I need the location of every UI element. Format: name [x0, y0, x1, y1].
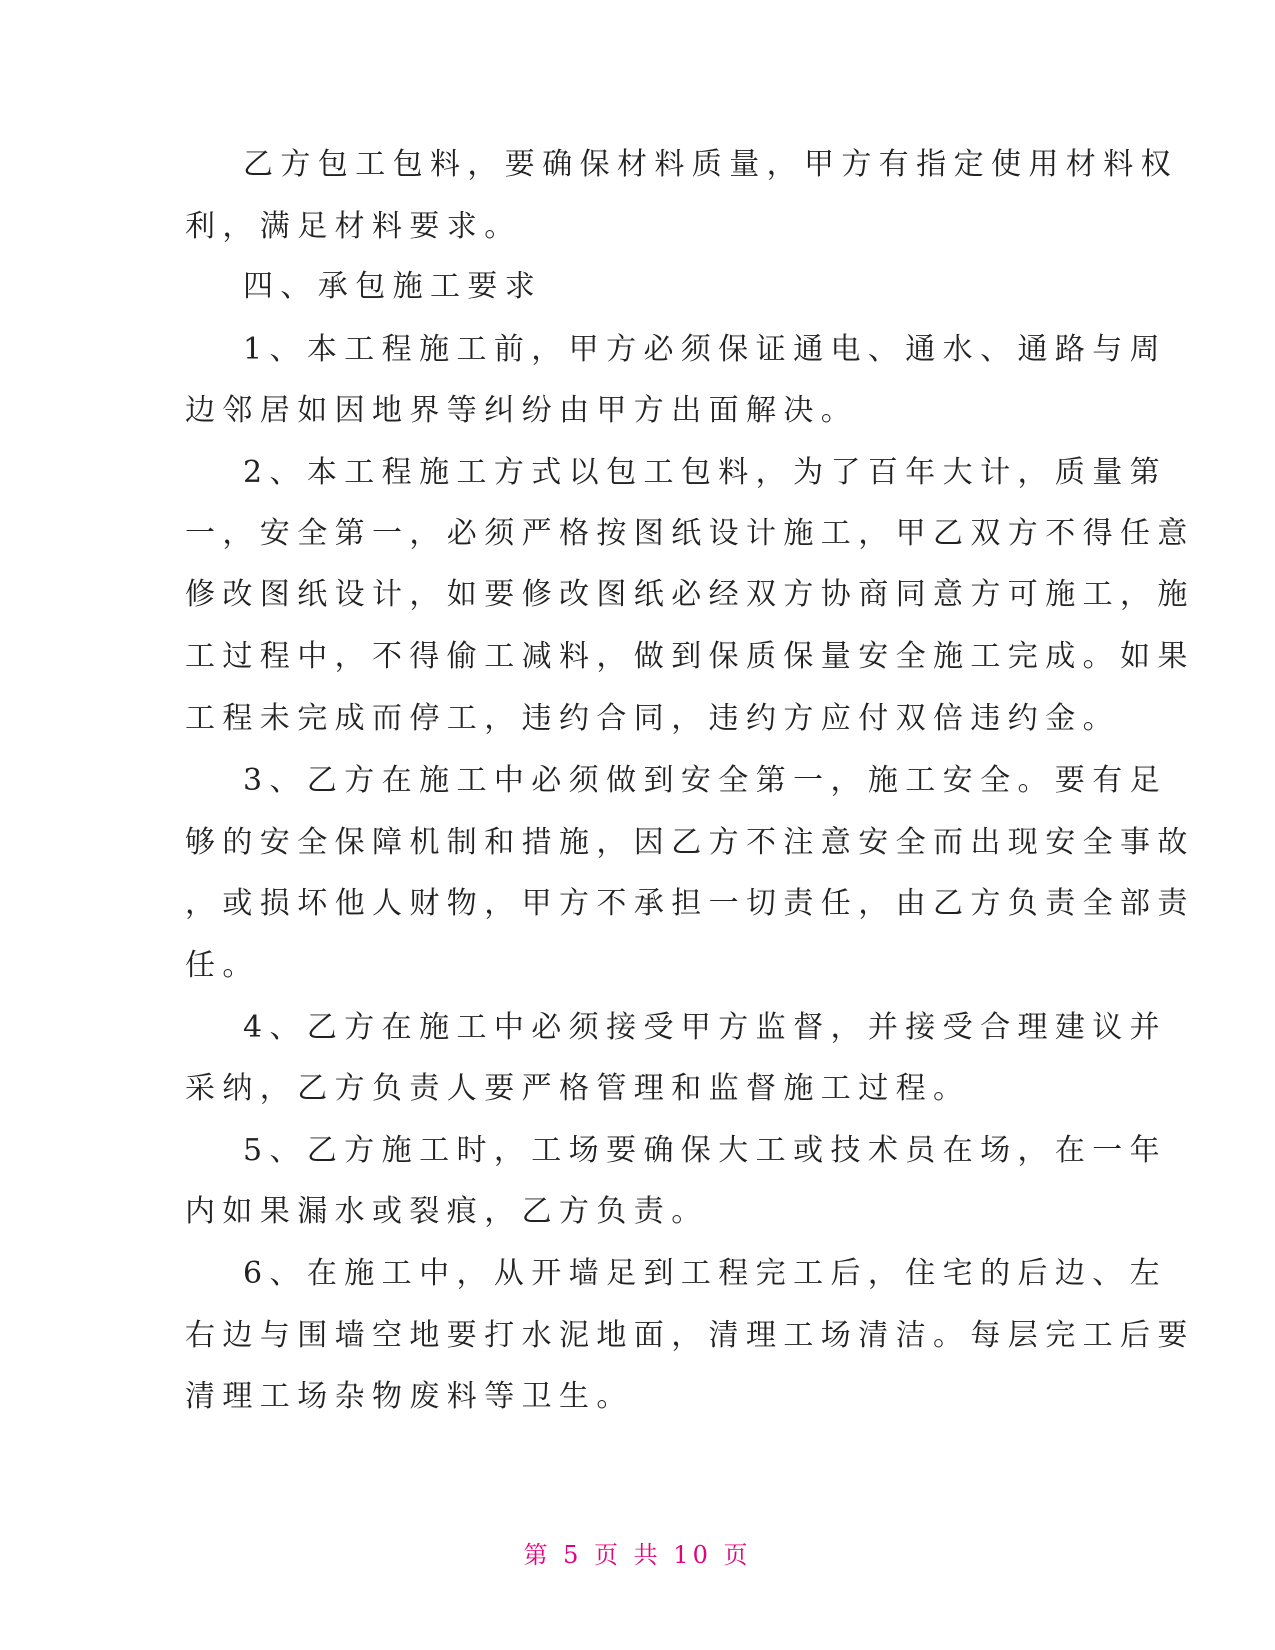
- paragraph-line: 4、乙方在施工中必须接受甲方监督，并接受合理建议并: [243, 1010, 1168, 1045]
- paragraph-line: 2、本工程施工方式以包工包料，为了百年大计，质量第: [243, 455, 1168, 490]
- paragraph-line: 6、在施工中，从开墙足到工程完工后，住宅的后边、左: [243, 1256, 1168, 1291]
- paragraph-line: 1、本工程施工前，甲方必须保证通电、通水、通路与周: [243, 332, 1168, 367]
- paragraph-line: 一，安全第一，必须严格按图纸设计施工，甲乙双方不得任意: [185, 516, 1195, 551]
- paragraph-line: 够的安全保障机制和措施，因乙方不注意安全而出现安全事故: [185, 825, 1195, 860]
- paragraph-line: 修改图纸设计，如要修改图纸必经双方协商同意方可施工，施: [185, 577, 1195, 612]
- paragraph-line: 边邻居如因地界等纠纷由甲方出面解决。: [185, 393, 859, 428]
- paragraph-line: 3、乙方在施工中必须做到安全第一，施工安全。要有足: [243, 763, 1168, 798]
- paragraph-line: 任。: [185, 948, 260, 983]
- section-heading: 四、承包施工要求: [243, 269, 543, 304]
- paragraph-line: 内如果漏水或裂痕，乙方负责。: [185, 1194, 709, 1229]
- paragraph-line: 5、乙方施工时，工场要确保大工或技术员在场，在一年: [243, 1133, 1168, 1168]
- paragraph-line: 乙方包工包料，要确保材料质量，甲方有指定使用材料权: [243, 147, 1178, 182]
- paragraph-line: 工过程中，不得偷工减料，做到保质保量安全施工完成。如果: [185, 639, 1195, 674]
- paragraph-line: 采纳，乙方负责人要严格管理和监督施工过程。: [185, 1071, 971, 1106]
- paragraph-line: 利，满足材料要求。: [185, 209, 522, 244]
- paragraph-line: 右边与围墙空地要打水泥地面，清理工场清洁。每层完工后要: [185, 1318, 1195, 1353]
- paragraph-line: ，或损坏他人财物，甲方不承担一切责任，由乙方负责全部责: [185, 886, 1195, 921]
- paragraph-line: 工程未完成而停工，违约合同，违约方应付双倍违约金。: [185, 701, 1120, 736]
- page-number-footer: 第 5 页 共 10 页: [523, 1541, 752, 1569]
- paragraph-line: 清理工场杂物废料等卫生。: [185, 1379, 634, 1414]
